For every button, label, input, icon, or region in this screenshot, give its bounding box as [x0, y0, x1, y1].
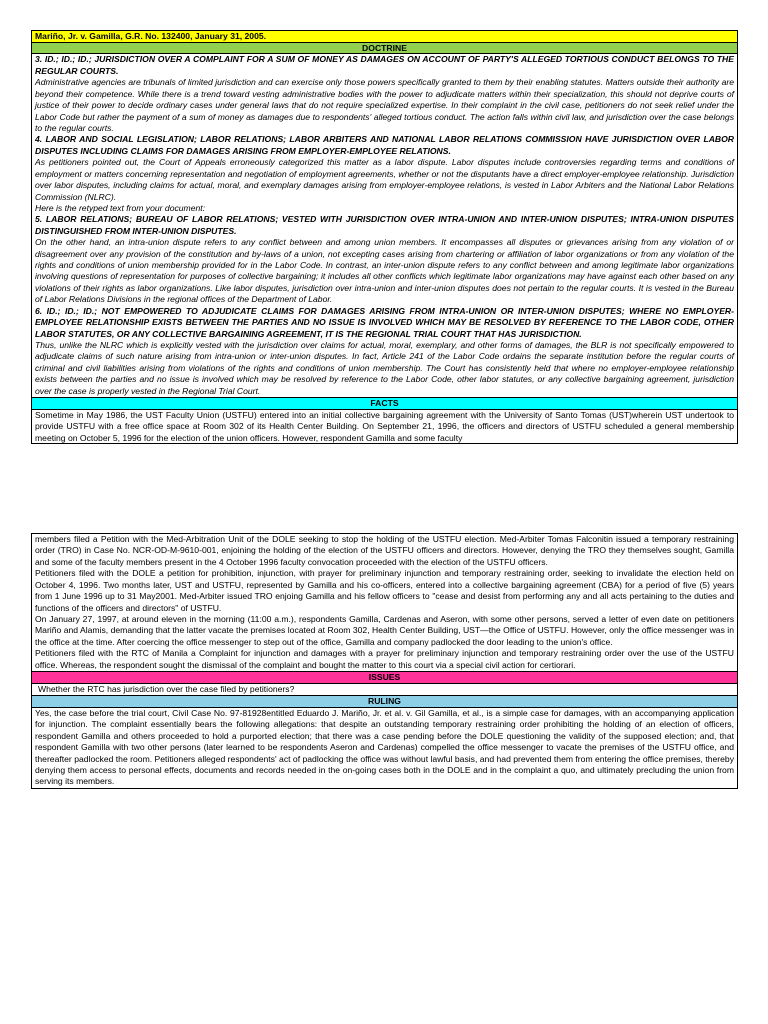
facts-header: FACTS [32, 398, 737, 410]
doctrine-header: DOCTRINE [32, 43, 737, 55]
issues-section [32, 684, 737, 696]
doctrine-syllabus-3: 3. ID.; ID.; ID.; JURISDICTION OVER A COMPLAINT FOR A SUM OF MONEY AS DAMAGES ON ACCOUNT OF PARTY'S ALLEGED TORTIOUS CONDUCT BELONGS TO THE REGULAR COURTS. [35, 54, 734, 76]
doctrine-section [32, 54, 737, 398]
facts-paragraph-4: Petitioners filed with the RTC of Manila a Complaint for injunction and damages with a prayer for preliminary injunction and temporary restraining order over the use of the USTFU office. Whereas, the respondent sought the dismissal of the complaint and bought the matter to this court via a special civil action for certiorari. [35, 648, 734, 670]
facts-section-page-2 [32, 534, 737, 672]
ruling-text: Yes, the case before the trial court, Civil Case No. 97-81928entitled Eduardo J. Mariño, Jr. et al. v. Gil Gamilla, et al., is a simple case for damages, with an accompanying application for injunction. The complaint essentially bears the following allegations: that despite an outstanding temporary restraining order prohibiting the holding of an election of officers, respondent Gamilla and others proceeded to hold a purported election; that there was a case pending before the DOLE questioning the validity of the supposed election; and, that respondent Gamilla with two other persons (later learned to be respondents Aseron and Cardenas) compelled the office messenger to vacate the premises of the USTFU office, and thereafter padlocked the room. Petitioners alleged respondents' act of padlocking the office was without lawful basis, and had prevented them from entering the office premises, thereby denying them access to personal effects, documents and records needed in the on-going cases both in the DOLE and in the complaint a quo, and ultimately precluding the union from serving its members. [35, 707, 734, 787]
facts-paragraph-3: On January 27, 1997, at around eleven in the morning (11:00 a.m.), respondents Gamilla, Cardenas and Aseron, with some other persons, served a letter of even date on petitioners Mariño and Alamis, demanding that the latter vacate the premises located at Room 302, Health Center Building, UST—the Office of USTFU. However, only the office messenger was in the office at the time. After coercing the office messenger to step out of the office, Gamilla and company padlocked the door leading to the union's office. [35, 613, 734, 647]
facts-section-page-1 [32, 410, 737, 443]
ruling-header: RULING [32, 696, 737, 708]
doctrine-text-3: Administrative agencies are tribunals of limited jurisdiction and can exercise only those powers specifically granted to them by their enabling statutes. Matters outside their authority are beyond their competence. While there is a trend toward vesting administrative bodies with the power to adjudicate matters within their specialization, this should not deprive courts of justice of their power to decide ordinary cases under general laws that do not require specialized expertise. In their complaint in the civil case, petitioners do not seek relief under the Labor Code but rather the payment of a sum of money as damages due to respondents' alleged tortious conduct. The action falls within civil law, and jurisdiction over the case belongs to the regular courts. [35, 77, 734, 133]
issue-text: Whether the RTC has jurisdiction over the case filed by petitioners? [38, 683, 295, 694]
facts-text-page-1: Sometime in May 1986, the UST Faculty Union (USTFU) entered into an initial collective bargaining agreement with the University of Santo Tomas (UST)wherein UST undertook to provide USTFU with a free office space at Room 302 of its Health Center Building. On September 21, 1996, the officers and directors of USTFU scheduled a general membership meeting on October 5, 1996 for the election of the union officers. However, respondent Gamilla and some faculty [35, 409, 734, 443]
facts-paragraph-2: Petitioners filed with the DOLE a petition for prohibition, injunction, with prayer for preliminary injunction and temporary restraining order, seeking to invalidate the election held on October 4, 1996. Two months later, UST and USTFU, represented by Gamilla and his co-officers, entered into a collective bargaining agreement (CBA) for a period of five (5) years from 1 June 1996 up to 31 May2001. Med-Arbiter issued TRO enjoing Gamilla and his fellow officers to "cease and desist from performing any and all acts pertaining to the duties and functions of the officers and directors" of USTFU. [35, 568, 734, 613]
issues-header: ISSUES [32, 672, 737, 684]
facts-paragraph-1: members filed a Petition with the Med-Arbitration Unit of the DOLE seeking to stop the holding of the USTFU election. Med-Arbiter Tomas Falconitin issued a temporary restraining order (TRO) in Case No. NCR-OD-M-9610-001, enjoining the holding of the election of the USTFU officers and directors. However, denying the TRO they themselves sought, Gamilla and some of the faculty members present in the 4 October 1996 faculty convocation proceeded with the election of the USTFU officers. [35, 534, 734, 567]
ruling-section [32, 708, 737, 788]
doctrine-syllabus-6: 6. ID.; ID.; ID.; NOT EMPOWERED TO ADJUDICATE CLAIMS FOR DAMAGES ARISING FROM INTRA-UNION OR INTER-UNION DISPUTES; WHERE NO EMPLOYER-EMPLOYEE RELATIONSHIP EXISTS BETWEEN THE PARTIES AND NO ISSUE IS INVOLVED WHICH MAY BE RESOLVED BY REFERENCE TO THE LABOR CODE, OTHER LABOR STATUTES, OR ANY COLLECTIVE BARGAINING AGREEMENT, IT IS THE REGIONAL TRIAL COURT THAT HAS JURISDICTION. [35, 305, 734, 339]
doctrine-note: Here is the retyped text from your document: [35, 202, 206, 213]
doctrine-syllabus-4: 4. LABOR AND SOCIAL LEGISLATION; LABOR RELATIONS; LABOR ARBITERS AND NATIONAL LABOR RELATIONS COMMISSION HAVE JURISDICTION OVER LABOR DISPUTES INCLUDING CLAIMS FOR DAMAGES ARISING FROM EMPLOYER-EMPLOYEE RELATIONS. [35, 134, 734, 156]
doctrine-text-6: Thus, unlike the NLRC which is explicitly vested with the jurisdiction over claims for actual, moral, exemplary, and other forms of damages, the BLR is not specifically empowered to adjudicate claims of such nature arising from intra-union or inter-union disputes. In fact, Article 241 of the Labor Code ordains the separate institution before the regular courts of criminal and civil liabilities arising from violations of the rights and conditions of union membership. The Court has consistently held that where no employer-employee relationship exists between the parties and no issue is involved which may be resolved by reference to the Labor Code, other labor statutes, or any collective bargaining agreement, jurisdiction over the case is properly vested in the Regional Trial Court. [35, 340, 734, 396]
case-digest-page-2 [31, 533, 738, 789]
case-title: Mariño, Jr. v. Gamilla, G.R. No. 132400, January 31, 2005. [32, 31, 737, 43]
doctrine-syllabus-5: 5. LABOR RELATIONS; BUREAU OF LABOR RELATIONS; VESTED WITH JURISDICTION OVER INTRA-UNION AND INTER-UNION DISPUTES; INTRA-UNION DISPUTES DISTINGUISHED FROM INTER-UNION DISPUTES. [35, 214, 734, 236]
case-digest-page-1 [31, 30, 738, 444]
doctrine-text-5: On the other hand, an intra-union dispute refers to any conflict between and among union members. It encompasses all disputes or grievances arising from any violation of or disagreement over any provision of the constitution and by-laws of a union, not excepting cases arising from chartering or affiliation of labor organizations or from any violation of the rights and conditions of union membership provided for in the Labor Code. In contrast, an inter-union dispute refers to any conflict between and among legitimate labor organizations involving questions of representation for purposes of collective bargaining; it includes all other conflicts which legitimate labor organizations may have against each other based on any violations of their rights as labor organizations. Like labor disputes, jurisdiction over intra-union and inter-union disputes does not pertain to the regular courts. It is vested in the Bureau of Labor Relations Divisions in the regional offices of the Department of Labor. [35, 237, 734, 305]
doctrine-text-4: As petitioners pointed out, the Court of Appeals erroneously categorized this matter as a labor dispute. Labor disputes include controversies regarding terms and conditions of employment or matters concerning representation and negotiation of employment agreements, whether or not the disputants have a direct employer-employee relationship. Jurisdiction over labor disputes, including claims for actual, moral, and exemplary damages arising from employer-employee relations, is vested in Labor Arbiters and the National Labor Relations Commission (NLRC). [35, 157, 734, 202]
